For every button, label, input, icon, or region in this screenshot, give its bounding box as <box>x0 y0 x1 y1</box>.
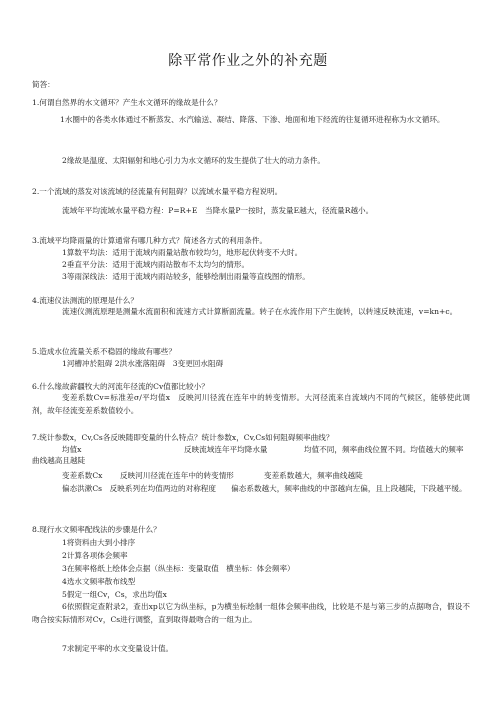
question-8: 8.现行水文频率配线法的步骤是什么？ <box>32 525 161 534</box>
answer-8-step-6: 6依照假定查附录2，查出xp以它为纵坐标，p为横坐标绘制一组体会频率曲线，比较是不是与第三步的点据吻合，假设不吻合按实际情形对Cv，Cs进行调整，直到取得最吻合的一组为止。 <box>32 602 470 624</box>
answer-8-step: 5假定一组Cv，Cs，求出均值x <box>62 590 167 599</box>
param-effect: 均值不同，频率曲线位置不同。均值越大的频率 <box>304 445 464 454</box>
answer-7-row-cs: 偏态洪漱Cs 反映系列在均值两边的对称程度 偏态系数越大，频率曲线的中部越向左偏，且上段越陡，下段越平缓。 <box>62 484 467 493</box>
param-effect: 变差系数越大，频率曲线越陡 <box>264 471 363 480</box>
answer-3-item: 2垂直平分法：适用于流域内雨站散布不太均匀的情形。 <box>62 260 250 269</box>
param-meaning: 反映流域连年平均降水量 <box>184 445 268 454</box>
answer-8-step-7: 7求制定平率的水文变量设计值。 <box>62 644 174 653</box>
answer-3-item: 3等雨深线法：适用于流域内雨站较多，能够绘制出雨量等直线图的情形。 <box>62 272 310 281</box>
answer-8-step: 1将资料由大到小排序 <box>62 538 136 547</box>
question-1: 1.何谓自然界的水文循环？产生水文循环的缘故是什么？ <box>32 98 222 107</box>
answer-1-para-1: 1水圈中的各类水体通过不断蒸发、水汽输送、凝结、降落、下渗、地面和地下经流的往复循环进程称为水文循环。 <box>60 115 445 124</box>
intro-label: 简答： <box>32 80 55 89</box>
answer-7-row-mean <box>62 444 472 455</box>
answer-7-row-cv <box>62 470 472 481</box>
page-title: 除平常作业之外的补充题 <box>168 53 328 69</box>
param-name: 均值x <box>62 445 82 454</box>
answer-7-row-mean-cont: 曲线越高且越陡 <box>32 456 86 465</box>
answer-8-step: 2计算各项体会频率 <box>62 551 128 560</box>
answer-8-step: 3在频率格纸上绘体会点据（纵坐标：变量取值 横坐标：体会频率） <box>62 564 295 573</box>
answer-3-item: 1算数平均法：适用于流域内雨量站散布较均匀，地形起伏转变不大时。 <box>62 248 303 257</box>
answer-5: 1河槽冲於阻碍 2洪水涨落阻碍 3变更回水阻碍 <box>62 359 224 368</box>
answer-4: 流速仪测流原理是测量水流面积和流速方式计算断面流量。转子在水流作用下产生旋转，以转速反映流速，v=kn+c。 <box>62 307 458 316</box>
answer-1-para-2: 2缘故是温度、太阳辐射和地心引力为水文循环的发生提供了壮大的动力条件。 <box>62 156 326 165</box>
answer-2: 流域年平均流域水量平稳方程：P=R+E 当降水量P一按时，蒸发量E越大，径流量R越小。 <box>62 206 374 215</box>
param-meaning: 反映河川径流在连年中的转变情形 <box>120 471 234 480</box>
param-name: 变差系数Cx <box>62 471 103 480</box>
answer-6: 变差系数Cv=标准差σ/平均值x 反映河川径流在连年中的转变情形。大河径流来自流域内不同的气候区，能够使此调剂，故年径流变差系数值较小。 <box>32 393 470 415</box>
question-4: 4.流速仪法测流的原理是什么？ <box>32 296 138 305</box>
question-6: 6.什么缘故薪疆牧大的河流年径流的Cv值都比较小？ <box>32 382 209 391</box>
question-5: 5.造成水位流量关系不稳固的缘故有哪些？ <box>32 347 176 356</box>
answer-8-step: 4选水文频率散布线型 <box>62 577 136 586</box>
question-2: 2.一个流域的蒸发对该流域的径流量有何阻碍？以流域水量平稳方程说明。 <box>32 187 283 196</box>
question-7: 7.统计参数x，Cv,Cs各反映随即变量的什么特点？统计参数x，Cv,Cs如何阻碍频率曲线？ <box>32 433 334 442</box>
question-3: 3.流域平均降雨量的计算通常有哪几种方式？简述各方式的利用条件。 <box>32 236 268 245</box>
